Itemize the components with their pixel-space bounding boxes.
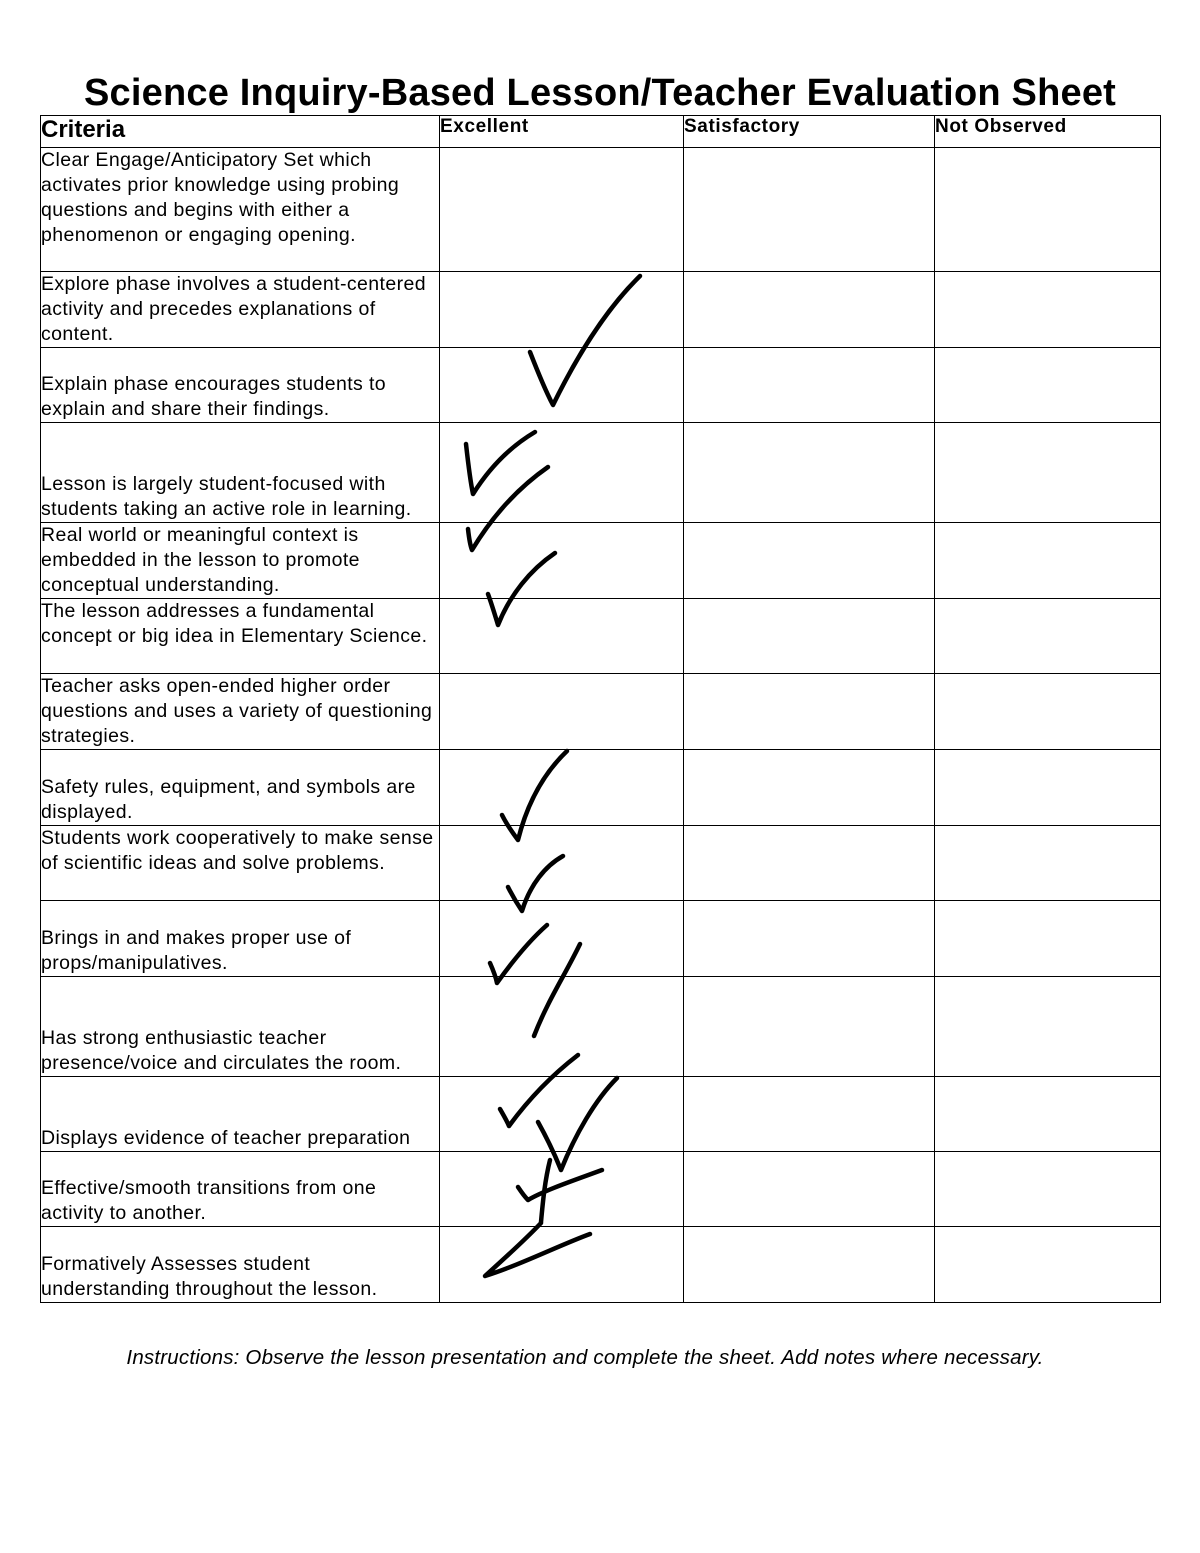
satisfactory-cell[interactable]: [684, 1227, 935, 1303]
excellent-cell[interactable]: [440, 423, 684, 523]
excellent-cell[interactable]: [440, 272, 684, 348]
header-excellent: Excellent: [440, 116, 684, 148]
table-row: [41, 901, 1161, 977]
not-observed-cell[interactable]: [935, 1227, 1161, 1303]
table-row: [41, 1077, 1161, 1152]
table-row: [41, 674, 1161, 750]
satisfactory-cell[interactable]: [684, 750, 935, 826]
table-row: [41, 1227, 1161, 1303]
excellent-cell[interactable]: [440, 1077, 684, 1152]
not-observed-cell[interactable]: [935, 423, 1161, 523]
excellent-cell[interactable]: [440, 148, 684, 272]
criteria-cell: Explore phase involves a student-centered activity and precedes explanations of content.: [41, 272, 440, 348]
excellent-cell[interactable]: [440, 901, 684, 977]
satisfactory-cell[interactable]: [684, 272, 935, 348]
table-row: [41, 977, 1161, 1077]
header-satisfactory: Satisfactory: [684, 116, 935, 148]
criteria-cell: Lesson is largely student-focused with students taking an active role in learning.: [41, 423, 440, 523]
not-observed-cell[interactable]: [935, 674, 1161, 750]
not-observed-cell[interactable]: [935, 599, 1161, 674]
excellent-cell[interactable]: [440, 523, 684, 599]
excellent-cell[interactable]: [440, 1227, 684, 1303]
satisfactory-cell[interactable]: [684, 826, 935, 901]
satisfactory-cell[interactable]: [684, 901, 935, 977]
criteria-cell: Clear Engage/Anticipatory Set which activates prior knowledge using probing questions and begins with either a phenomenon or engaging opening.: [41, 148, 440, 272]
page-title: Science Inquiry-Based Lesson/Teacher Evaluation Sheet: [83, 72, 1117, 114]
satisfactory-cell[interactable]: [684, 423, 935, 523]
table-row: [41, 148, 1161, 272]
excellent-cell[interactable]: [440, 599, 684, 674]
satisfactory-cell[interactable]: [684, 599, 935, 674]
criteria-cell: Has strong enthusiastic teacher presence/voice and circulates the room.: [41, 977, 440, 1077]
not-observed-cell[interactable]: [935, 901, 1161, 977]
not-observed-cell[interactable]: [935, 523, 1161, 599]
criteria-cell: Teacher asks open-ended higher order questions and uses a variety of questioning strategies.: [41, 674, 440, 750]
satisfactory-cell[interactable]: [684, 1152, 935, 1227]
satisfactory-cell[interactable]: [684, 674, 935, 750]
table-row: [41, 423, 1161, 523]
excellent-cell[interactable]: [440, 348, 684, 423]
satisfactory-cell[interactable]: [684, 977, 935, 1077]
satisfactory-cell[interactable]: [684, 348, 935, 423]
criteria-cell: Brings in and makes proper use of props/manipulatives.: [41, 901, 440, 977]
excellent-cell[interactable]: [440, 977, 684, 1077]
criteria-cell: Formatively Assesses student understanding throughout the lesson.: [41, 1227, 440, 1303]
excellent-cell[interactable]: [440, 1152, 684, 1227]
excellent-cell[interactable]: [440, 750, 684, 826]
evaluation-table: [40, 115, 1161, 1303]
not-observed-cell[interactable]: [935, 750, 1161, 826]
table-row: [41, 272, 1161, 348]
not-observed-cell[interactable]: [935, 1152, 1161, 1227]
not-observed-cell[interactable]: [935, 148, 1161, 272]
satisfactory-cell[interactable]: [684, 1077, 935, 1152]
table-row: [41, 750, 1161, 826]
criteria-cell: The lesson addresses a fundamental concept or big idea in Elementary Science.: [41, 599, 440, 674]
criteria-cell: Real world or meaningful context is embedded in the lesson to promote conceptual understanding.: [41, 523, 440, 599]
header-row: [41, 116, 1161, 148]
not-observed-cell[interactable]: [935, 826, 1161, 901]
criteria-cell: Students work cooperatively to make sense of scientific ideas and solve problems.: [41, 826, 440, 901]
header-criteria: Criteria: [41, 116, 440, 148]
criteria-cell: Safety rules, equipment, and symbols are displayed.: [41, 750, 440, 826]
not-observed-cell[interactable]: [935, 272, 1161, 348]
instructions-text: Instructions: Observe the lesson presentation and complete the sheet. Add notes where necessary.: [126, 1346, 1044, 1369]
criteria-cell: Displays evidence of teacher preparation: [41, 1077, 440, 1152]
satisfactory-cell[interactable]: [684, 148, 935, 272]
table-row: [41, 599, 1161, 674]
table-row: [41, 1152, 1161, 1227]
table-row: [41, 826, 1161, 901]
not-observed-cell[interactable]: [935, 977, 1161, 1077]
satisfactory-cell[interactable]: [684, 523, 935, 599]
criteria-cell: Effective/smooth transitions from one activity to another.: [41, 1152, 440, 1227]
not-observed-cell[interactable]: [935, 348, 1161, 423]
criteria-cell: Explain phase encourages students to explain and share their findings.: [41, 348, 440, 423]
table-row: [41, 348, 1161, 423]
header-not-observed: Not Observed: [935, 116, 1161, 148]
excellent-cell[interactable]: [440, 826, 684, 901]
excellent-cell[interactable]: [440, 674, 684, 750]
not-observed-cell[interactable]: [935, 1077, 1161, 1152]
table-row: [41, 523, 1161, 599]
